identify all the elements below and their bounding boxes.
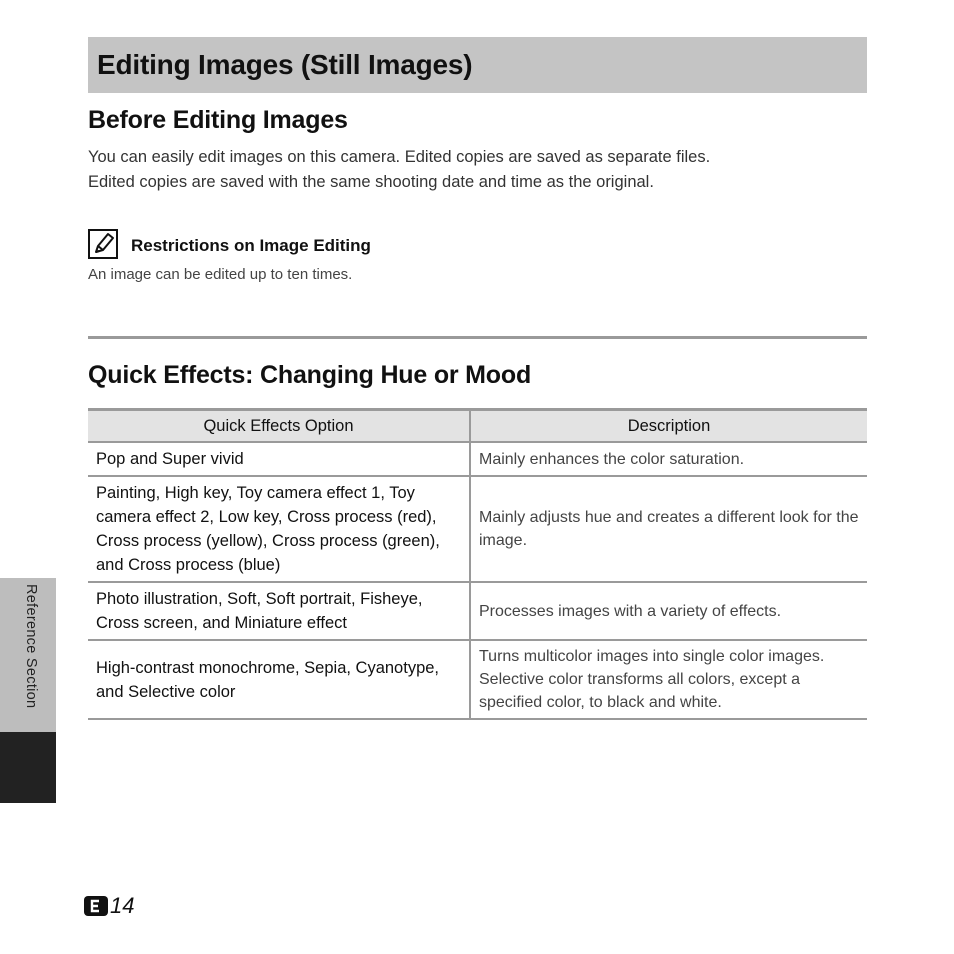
note-body: An image can be edited up to ten times. (88, 266, 353, 283)
table-row (88, 442, 867, 476)
description-cell: Mainly adjusts hue and creates a different look for the image. (470, 476, 867, 582)
table-row (88, 640, 867, 719)
side-tab-marker (0, 732, 56, 803)
description-cell: Processes images with a variety of effects. (470, 582, 867, 640)
page-number (84, 893, 134, 919)
quick-effects-table (88, 408, 867, 720)
note-heading: Restrictions on Image Editing (131, 236, 371, 255)
quick-effects-heading: Quick Effects: Changing Hue or Mood (88, 361, 532, 389)
column-header-option: Quick Effects Option (88, 410, 470, 443)
table-header-row (88, 410, 867, 443)
side-tab-label: Reference Section (23, 584, 39, 709)
column-header-description: Description (470, 410, 867, 443)
description-cell: Turns multicolor images into single color images. Selective color transforms all colors, except a specified color, to black and white. (470, 640, 867, 719)
before-editing-line-2: Edited copies are saved with the same shooting date and time as the original. (88, 173, 654, 191)
description-cell: Mainly enhances the color saturation. (470, 442, 867, 476)
pencil-note-icon (88, 229, 118, 259)
before-editing-heading: Before Editing Images (88, 106, 348, 134)
before-editing-line-1: You can easily edit images on this camera. Edited copies are saved as separate files. (88, 148, 711, 166)
table-row (88, 582, 867, 640)
e-reference-icon (84, 896, 108, 916)
option-cell: Painting, High key, Toy camera effect 1, Toy camera effect 2, Low key, Cross process (red), Cross process (yellow), Cross process (green), and Cross process (blue) (88, 476, 470, 582)
option-cell: High-contrast monochrome, Sepia, Cyanotype, and Selective color (88, 640, 470, 719)
page-title-band (88, 37, 867, 93)
section-divider (88, 336, 867, 339)
page-number-text: 14 (110, 893, 135, 918)
page-title: Editing Images (Still Images) (97, 49, 473, 80)
table-row (88, 476, 867, 582)
option-cell: Pop and Super vivid (88, 442, 470, 476)
option-cell: Photo illustration, Soft, Soft portrait, Fisheye, Cross screen, and Miniature effect (88, 582, 470, 640)
